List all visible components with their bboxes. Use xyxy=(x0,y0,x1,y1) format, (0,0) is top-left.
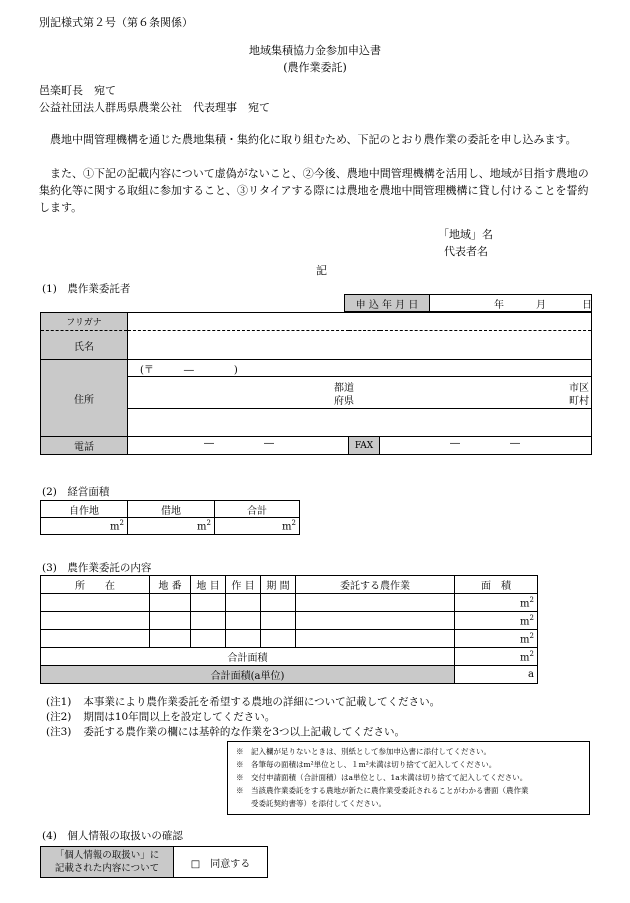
note-num: (注2) xyxy=(46,711,72,723)
fax-label: FAX xyxy=(349,437,380,455)
day-label: 日 xyxy=(582,300,592,311)
ki-heading: 記 xyxy=(316,264,327,277)
table-row xyxy=(41,594,538,612)
area-cell[interactable] xyxy=(455,630,538,648)
work-cell[interactable] xyxy=(296,612,455,630)
unit-sup: 2 xyxy=(529,613,534,622)
consent-checkbox[interactable]: □ 同意する xyxy=(174,847,268,878)
address-label: 住所 xyxy=(41,360,128,437)
todo-label: 都道 xyxy=(334,383,354,395)
note-text: 期間は10年間以上を設定してください。 xyxy=(83,711,276,723)
unit-sup: 2 xyxy=(529,595,534,604)
fuken-label: 府県 xyxy=(334,396,354,408)
col-period: 期 間 xyxy=(261,576,296,594)
application-date-row xyxy=(344,294,592,312)
leased-land-field[interactable] xyxy=(128,518,215,535)
unit-m: m xyxy=(520,616,530,628)
phone-dash-2: ― xyxy=(264,438,274,449)
unit-m: m xyxy=(520,634,530,646)
section2-heading: (2) 経営面積 xyxy=(42,486,110,498)
area-cell[interactable] xyxy=(455,594,538,612)
privacy-label-line2: 記載された内容について xyxy=(54,863,160,874)
unit-sup: 2 xyxy=(529,649,534,658)
fax-dash-1: ― xyxy=(450,438,460,449)
privacy-consent-table xyxy=(40,846,268,878)
fax-field[interactable] xyxy=(380,437,592,455)
name-label: 氏名 xyxy=(41,331,128,360)
leased-land-header: 借地 xyxy=(128,501,215,518)
category-cell[interactable] xyxy=(191,630,226,648)
box-note: ※ 記入欄が足りないときは、別紙として参加申込書に添付してください。 xyxy=(236,747,491,756)
phone-field[interactable] xyxy=(128,437,349,455)
address-detail-field[interactable] xyxy=(128,408,592,436)
col-farm-work: 委託する農作業 xyxy=(296,576,455,594)
col-location: 所 在 xyxy=(41,576,150,594)
col-land-category: 地 目 xyxy=(191,576,226,594)
furigana-label: フリガナ xyxy=(41,313,128,331)
fax-dash-2: ― xyxy=(510,438,520,449)
postal-code-field[interactable]: (〒 ― ) xyxy=(128,360,592,377)
total-area-a-label: 合計面積(a単位) xyxy=(41,666,455,684)
date-label: 申 込 年 月 日 xyxy=(345,295,430,312)
section4-heading: (4) 個人情報の取扱いの確認 xyxy=(42,830,183,842)
note-num: (注3) xyxy=(46,726,72,738)
representative-label: 代表者名 xyxy=(444,245,488,258)
period-cell[interactable] xyxy=(261,594,296,612)
oath-paragraph-2: また、①下記の記載内容について虚偽がないこと、②今後、農地中間管理機構を活用し、地域が目指す農地の集約化等に関する取組に参加すること、③リタイアする際には農地を農地中間管理機構に貸し付けることを誓約します。 xyxy=(39,167,589,214)
unit-sup: 2 xyxy=(529,631,534,640)
addressee-corp: 公益社団法人群馬県農業公社 代表理事 宛て xyxy=(39,101,270,114)
form-title: 地域集積協力金参加申込書 xyxy=(249,44,381,57)
unit-m: m xyxy=(110,521,120,533)
phone-label: 電話 xyxy=(41,437,128,455)
note-3 xyxy=(46,724,405,739)
total-area-field[interactable] xyxy=(455,648,538,666)
col-crop: 作 目 xyxy=(226,576,261,594)
crop-cell[interactable] xyxy=(226,630,261,648)
period-cell[interactable] xyxy=(261,612,296,630)
chouson-label: 町村 xyxy=(569,396,589,408)
total-area-a-field[interactable]: a xyxy=(455,666,538,684)
oath-paragraph-1: 農地中間管理機構を通じた農地集積・集約化に取り組むため、下記のとおり農作業の委託を申し込みます。 xyxy=(50,133,577,146)
lot-cell[interactable] xyxy=(150,630,191,648)
box-note: ※ 交付申請面積（合計面積）はa単位とし、1a未満は切り捨てて記入してください。 xyxy=(236,773,528,782)
unit-m: m xyxy=(520,652,530,664)
region-name-label: 「地域」名 xyxy=(438,228,493,241)
unit-m: m xyxy=(282,521,292,533)
year-label: 年 xyxy=(494,300,504,311)
note-num: (注1) xyxy=(46,696,72,708)
work-cell[interactable] xyxy=(296,594,455,612)
note-text: 本事業により農作業委託を希望する農地の詳細について記載してください。 xyxy=(83,696,441,708)
note-text: 委託する農作業の欄には基幹的な作業を3つ以上記載してください。 xyxy=(83,726,406,738)
note-2 xyxy=(46,709,275,724)
work-cell[interactable] xyxy=(296,630,455,648)
privacy-label-line1: 「個人情報の取扱い」に xyxy=(54,850,160,861)
crop-cell[interactable] xyxy=(226,612,261,630)
section1-heading: (1) 農作業委託者 xyxy=(42,283,131,295)
address-field[interactable] xyxy=(128,377,592,408)
section3-heading: (3) 農作業委託の内容 xyxy=(42,562,152,574)
privacy-label xyxy=(41,847,174,878)
furigana-field[interactable] xyxy=(128,313,592,331)
location-cell[interactable] xyxy=(41,612,150,630)
total-area-label: 合計面積 xyxy=(41,648,455,666)
form-number: 別記様式第２号（第６条関係） xyxy=(39,16,193,29)
note-1 xyxy=(46,694,440,709)
period-cell[interactable] xyxy=(261,630,296,648)
addressee-town: 邑楽町長 宛て xyxy=(39,84,116,97)
applicant-table xyxy=(40,312,592,455)
date-field[interactable] xyxy=(430,295,592,312)
category-cell[interactable] xyxy=(191,612,226,630)
col-lot-number: 地 番 xyxy=(150,576,191,594)
lot-cell[interactable] xyxy=(150,612,191,630)
unit-m: m xyxy=(520,598,530,610)
location-cell[interactable] xyxy=(41,594,150,612)
area-cell[interactable] xyxy=(455,612,538,630)
box-note: ※ 各筆毎の面積はm²単位とし、１m²未満は切り捨てて記入してください。 xyxy=(236,760,497,769)
table-row xyxy=(41,630,538,648)
owned-land-field[interactable] xyxy=(41,518,128,535)
table-row xyxy=(41,612,538,630)
category-cell[interactable] xyxy=(191,594,226,612)
form-subtitle: (農作業委託) xyxy=(283,61,347,74)
unit-sup: 2 xyxy=(206,519,211,528)
location-cell[interactable] xyxy=(41,630,150,648)
shiku-label: 市区 xyxy=(569,383,589,395)
total-land-header: 合計 xyxy=(215,501,300,518)
month-label: 月 xyxy=(536,300,546,311)
total-land-field[interactable] xyxy=(215,518,300,535)
box-note: 受委託契約書等）を添付してください。 xyxy=(236,799,386,808)
col-area: 面 積 xyxy=(455,576,538,594)
name-field[interactable] xyxy=(128,331,592,360)
unit-sup: 2 xyxy=(119,519,124,528)
consignment-table xyxy=(40,575,538,684)
unit-sup: 2 xyxy=(291,519,296,528)
lot-cell[interactable] xyxy=(150,594,191,612)
instructions-box xyxy=(227,741,590,815)
unit-m: m xyxy=(197,521,207,533)
crop-cell[interactable] xyxy=(226,594,261,612)
box-note: ※ 当該農作業委託をする農地が新たに農作業受委託されることがわかる書面（農作業 xyxy=(236,786,529,795)
phone-dash-1: ― xyxy=(204,438,214,449)
owned-land-header: 自作地 xyxy=(41,501,128,518)
management-area-table xyxy=(40,500,300,535)
